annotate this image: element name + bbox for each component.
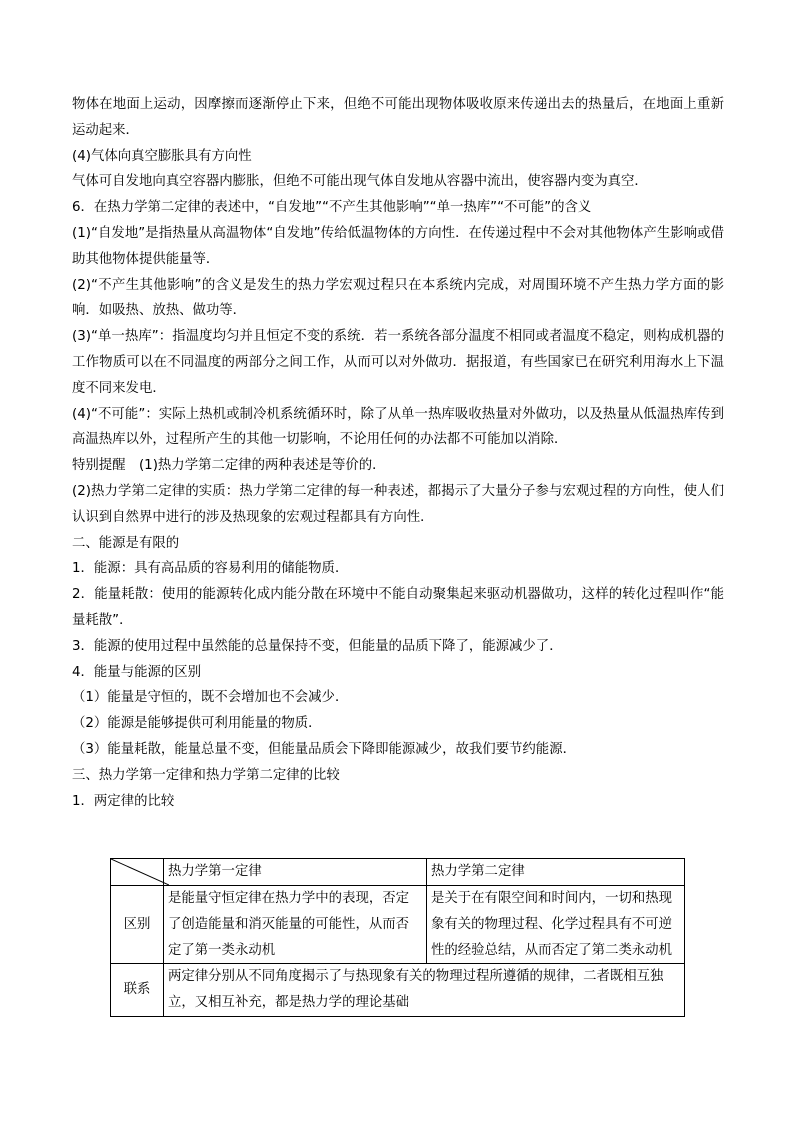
table-header-row [111, 859, 685, 886]
table-header-second-law: 热力学第二定律 [427, 859, 685, 886]
paragraph-gas: 气体可自发地向真空容器内膨胀，但绝不可能出现气体自发地从容器中流出，使容器内变为真空． [72, 174, 648, 190]
table-row [111, 964, 685, 1017]
table-header-first-law: 热力学第一定律 [164, 859, 427, 886]
table-cell-first-law-difference: 是能量守恒定律在热力学中的表现，否定了创造能量和消灭能量的可能性，从而否定了第一类永动机 [164, 886, 427, 964]
table-row-label-difference: 区别 [111, 886, 164, 964]
table-row-label-connection: 联系 [111, 964, 164, 1017]
table-cell-second-law-difference: 是关于在有限空间和时间内，一切和热现象有关的物理过程、化学过程具有不可逆性的经验总结，从而否定了第二类永动机 [427, 886, 685, 964]
document-body [72, 92, 724, 814]
section-heading-energy-limited: 二、能源是有限的 [72, 535, 180, 551]
paragraph-difference-3: （3）能量耗散，能量总量不变，但能量品质会下降即能源减少，故我们要节约能源． [72, 741, 576, 757]
paragraph-usage: 3．能源的使用过程中虽然能的总量保持不变，但能量的品质下降了，能源减少了． [72, 638, 563, 654]
paragraph-item-6: 6．在热力学第二定律的表述中，“自发地”“不产生其他影响”“单一热库”“不可能”的含义 [72, 200, 592, 216]
paragraph-gas-heading: (4)气体向真空膨胀具有方向性 [72, 148, 252, 164]
paragraph-difference-1: （1）能量是守恒的，既不会增加也不会减少． [72, 690, 349, 706]
paragraph-essence: (2)热力学第二定律的实质：热力学第二定律的每一种表述，都揭示了大量分子参与宏观过程的方向性，使人们认识到自然界中进行的涉及热现象的宏观过程都具有方向性． [72, 483, 724, 525]
paragraph-single-reservoir: (3)“单一热库”：指温度均匀并且恒定不变的系统．若一系统各部分温度不相同或者温度不稳定，则构成机器的工作物质可以在不同温度的两部分之间工作，从而可以对外做功．据报道，有些国家已在研究利用海水上下温度不同来发电． [72, 329, 724, 396]
paragraph-two-laws: 1．两定律的比较 [72, 793, 175, 809]
table-corner-cell [111, 859, 164, 886]
diagonal-line-icon [111, 859, 169, 885]
paragraph-impossible: (4)“不可能”：实际上热机或制冷机系统循环时，除了从单一热库吸收热量对外做功，以及热量从低温热库传到高温热库以外，过程所产生的其他一切影响，不论用任何的办法都不可能加以消除． [72, 406, 724, 448]
paragraph-dissipation: 2．能量耗散：使用的能源转化成内能分散在环境中不能自动聚集起来驱动机器做功，这样的转化过程叫作“能量耗散”． [72, 587, 724, 628]
paragraph-special-note: 特别提醒 (1)热力学第二定律的两种表述是等价的． [72, 458, 386, 474]
paragraph-difference-heading: 4．能量与能源的区别 [72, 664, 202, 680]
paragraph-spontaneous: (1)“自发地”是指热量从高温物体“自发地”传给低温物体的方向性．在传递过程中不会对其他物体产生影响或借助其他物体提供能量等． [72, 225, 724, 267]
paragraph-energy-source: 1．能源：具有高品质的容易利用的储能物质． [72, 561, 349, 577]
table-cell-connection: 两定律分别从不同角度揭示了与热现象有关的物理过程所遵循的规律，二者既相互独立，又相互补充，都是热力学的理论基础 [164, 964, 685, 1017]
paragraph-no-other-effect: (2)“不产生其他影响”的含义是发生的热力学宏观过程只在本系统内完成，对周围环境不产生热力学方面的影响．如吸热、放热、做功等． [72, 277, 724, 319]
table-row [111, 886, 685, 964]
paragraph-friction: 物体在地面上运动，因摩擦而逐渐停止下来，但绝不可能出现物体吸收原来传递出去的热量后，在地面上重新运动起来． [72, 97, 724, 138]
section-heading-comparison: 三、热力学第一定律和热力学第二定律的比较 [72, 767, 340, 783]
paragraph-difference-2: （2）能源是能够提供可利用能量的物质． [72, 716, 322, 732]
comparison-table [110, 858, 685, 1017]
